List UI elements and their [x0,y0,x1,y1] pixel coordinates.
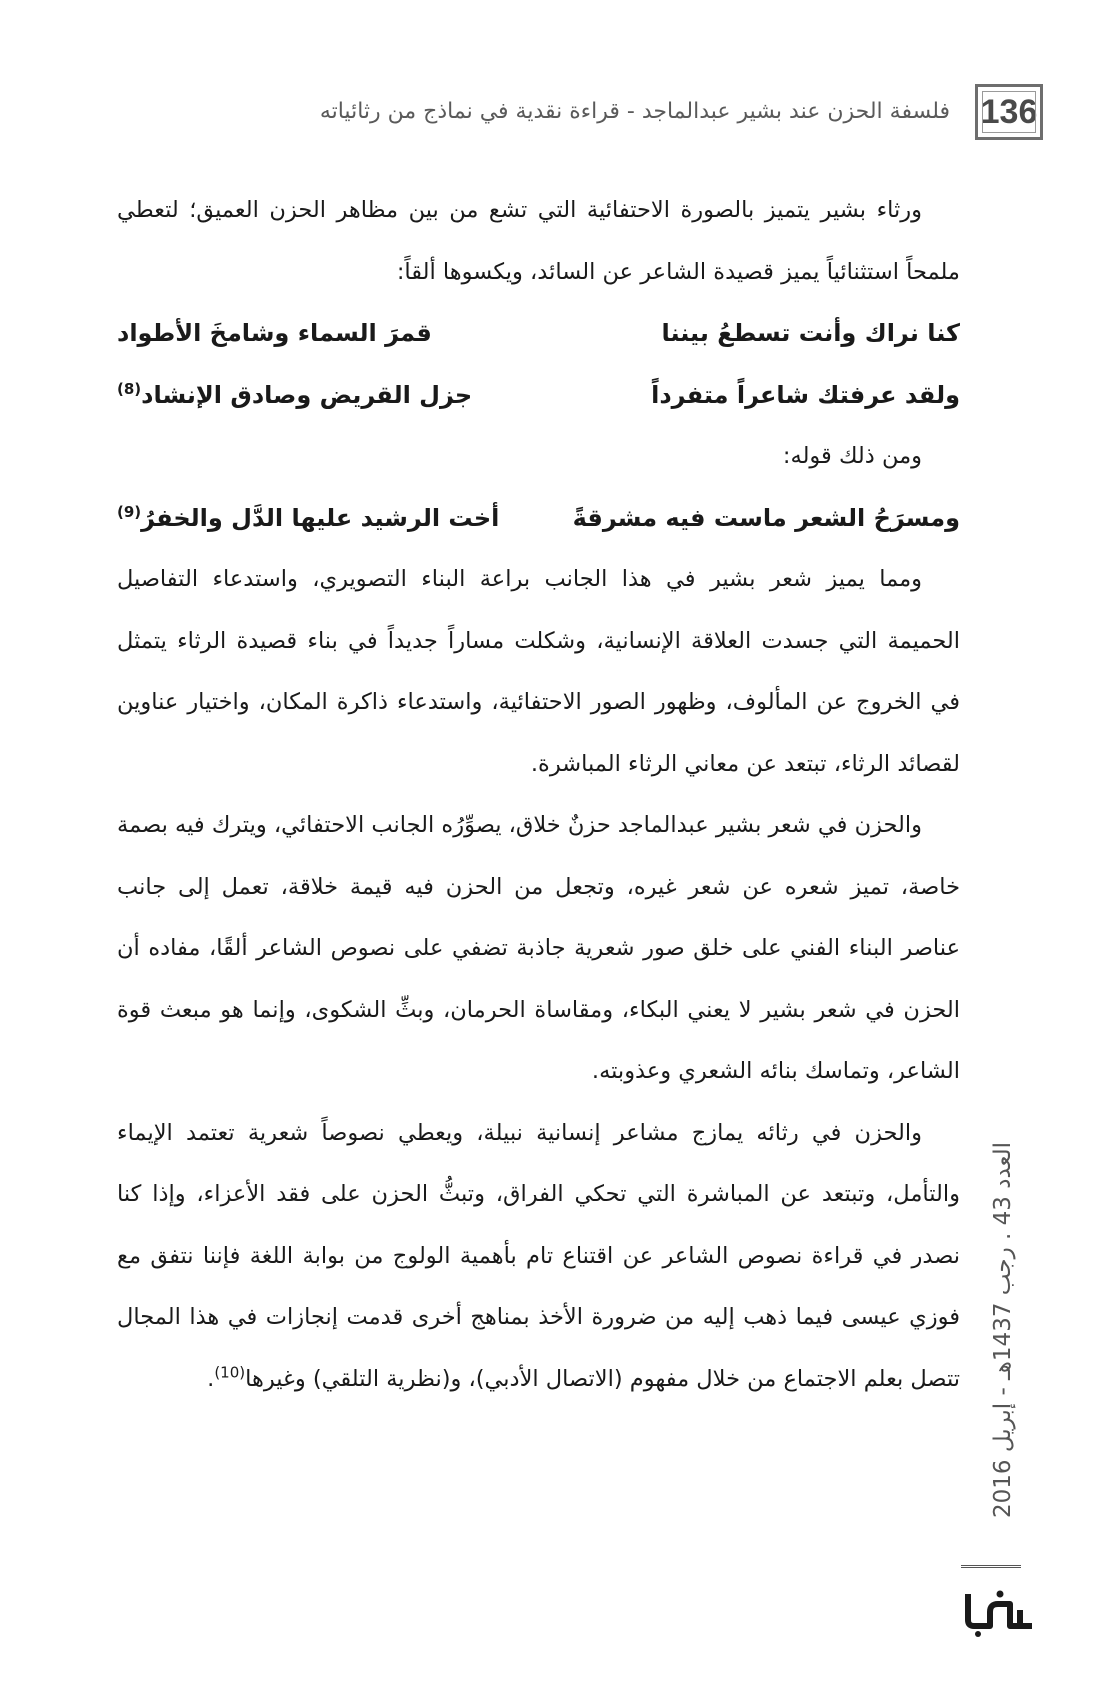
verse-hemistich-left: أخت الرشيد عليها الدَّل والخفرُ$^{(9)}$ [117,502,500,532]
verse-intro: ومن ذلك قوله: [782,443,922,469]
issue-sidebar [955,1080,1051,1600]
paragraph-2: ومما يميز شعر بشير في هذا الجانب براعة البناء التصويري، واستدعاء التفاصيل الحميمة التي جسدت العلاقة الإنسانية، وشكلت مساراً جديداً في بناء قصيدة الرثاء يتمثل في الخروج عن المألوف، وظهور الصور الاحتفائية، واستدعاء ذاكرة المكان، واختيار عناوين لقصائد الرثاء، تبتعد عن معاني الرثاء المباشرة. [117,566,960,777]
verse-block-1 [117,303,960,426]
journal-logo [960,1580,1040,1640]
verse-hemistich-right: كنا نراك وأنت تسطعُ بيننا [661,319,960,347]
article-body [117,180,960,1410]
verse-block-2 [117,488,960,550]
footnote-ref-10: (10) [214,1363,246,1381]
paragraph-1: ورثاء بشير يتميز بالصورة الاحتفائية التي تشع من بين مظاهر الحزن العميق؛ لتعطي ملمحاً استثنائياً يميز قصيدة الشاعر عن السائد، ويكسوها ألقاً: [117,197,960,285]
verse-hemistich-right: ومسرَحُ الشعر ماست فيه مشرقةً [572,503,960,532]
paragraph-4: والحزن في رثائه يمازج مشاعر إنسانية نبيلة، ويعطي نصوصاً شعرية تعتمد الإيماء والتأمل، وتبتعد عن المباشرة التي تحكي الفراق، وتبثُّ الحزن على فقد الأعزاء، وإذا كنا نصدر في قراءة نصوص الشاعر عن اقتناع تام بأهمية الولوج من بوابة اللغة فإننا نتفق مع فوزي عيسى فيما ذهب إليه من ضرورة الأخذ بمناهج أخرى قدمت إنجازات في هذا المجال تتصل بعلم الاجتماع من خلال مفهوم (الاتصال الأدبي)، و(نظرية التلقي) وغيرها$^{(10)}$. [117,1119,960,1392]
footnote-ref-9: (9) [117,502,142,521]
verse-hemistich-left: قمرَ السماء وشامخَ الأطواد [117,319,432,347]
verse-line [117,303,960,365]
running-header-title: فلسفة الحزن عند بشير عبدالماجد - قراءة نقدية في نماذج من رثائياته [319,99,950,124]
verse-line [117,488,960,550]
page-number: 136 [975,84,1043,140]
footnote-ref-8: (8) [117,379,142,398]
verse-line [117,365,960,427]
issue-info: العدد 43 . رجب 1437هـ - إبريل 2016 [990,1141,1016,1519]
paragraph-3: والحزن في شعر بشير عبدالماجد حزنٌ خلاق، يصوِّرُه الجانب الاحتفائي، ويترك فيه بصمة خاصة، تميز شعره عن شعر غيره، وتجعل من الحزن فيه قيمة خلاقة، تعمل إلى جانب عناصر البناء الفني على خلق صور شعرية جاذبة تضفي على نصوص الشاعر ألقًا، مفاده أن الحزن في شعر بشير لا يعني البكاء، ومقاساة الحرمان، وبثِّ الشكوى، وإنما هو مبعث قوة الشاعر، وتماسك بنائه الشعري وعذوبته. [117,812,960,1084]
sidebar-divider [961,1565,1021,1568]
verse-hemistich-right: ولقد عرفتك شاعراً متفرداً [651,380,960,409]
verse-hemistich-left: جزل القريض وصادق الإنشاد$^{(8)}$ [117,379,473,409]
